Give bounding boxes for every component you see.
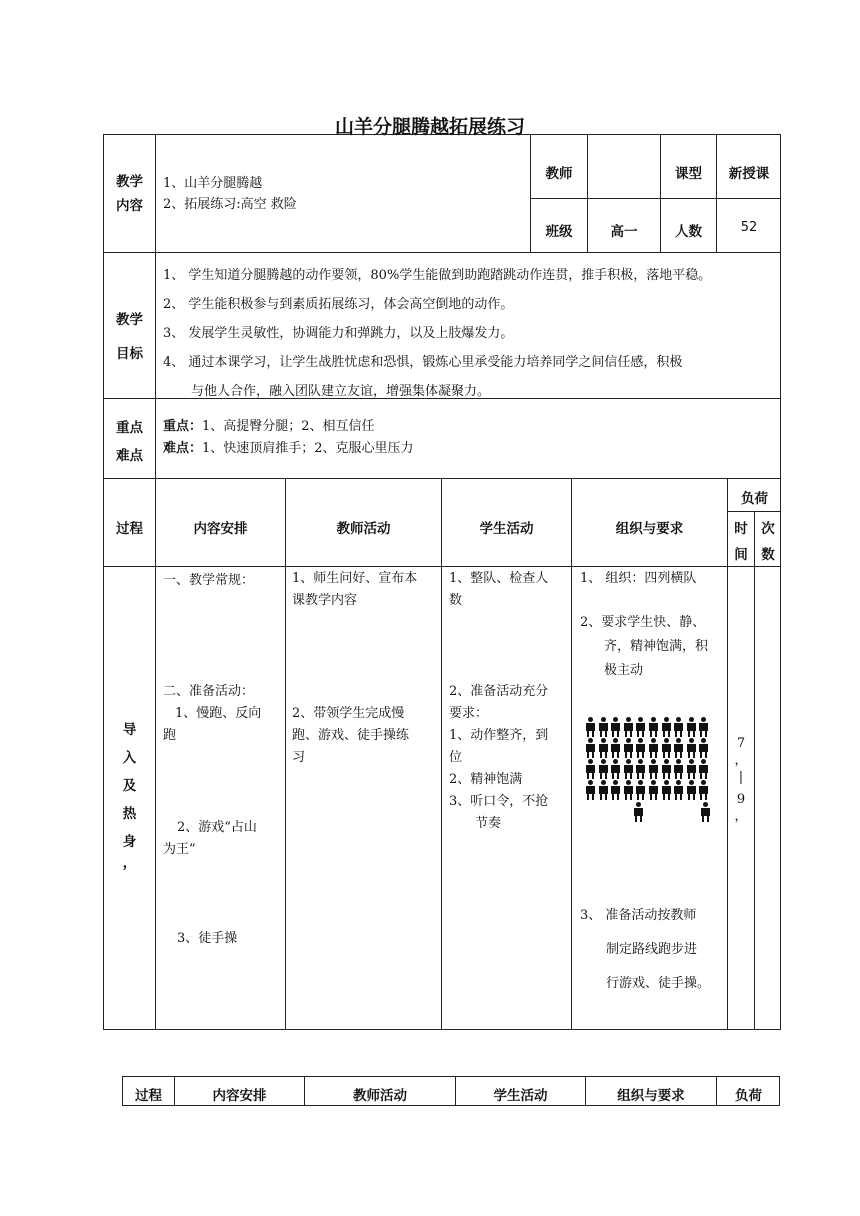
person-icon <box>599 738 608 758</box>
org-item-1: 1、 组织：四列横队 <box>580 571 697 586</box>
person-icon <box>687 759 696 779</box>
page-title: 山羊分腿腾越拓展练习 <box>334 116 525 138</box>
content-label: 教学 内容 <box>116 174 143 214</box>
student-activity-2: 2、准备活动充分 要求： 1、动作整齐，到 位 2、精神饱满 3、听口令，不抢 节奏 <box>449 684 549 831</box>
next-header-org: 组织与要求 <box>617 1088 685 1104</box>
class-value: 高一 <box>610 224 638 240</box>
content-routine: 一、教学常规： <box>163 573 255 588</box>
person-icon <box>611 759 620 779</box>
goals-label: 教学 目标 <box>116 312 143 362</box>
person-icon <box>674 738 683 758</box>
header-times: 次 数 <box>761 521 775 563</box>
header-org: 组织与要求 <box>615 521 684 537</box>
student-activity-1: 1、整队、检查人 数 <box>449 571 549 608</box>
header-teacher: 教师活动 <box>336 521 391 537</box>
person-icon <box>662 717 671 737</box>
content-game: 2、游戏“占山 为王” <box>163 820 257 857</box>
key-points-text: 重点：1、高提臀分腿；2、相互信任 难点：1、快速顶肩推手；2、克服心里压力 <box>163 419 414 456</box>
class-label: 班级 <box>545 224 573 240</box>
person-icon <box>699 780 708 800</box>
goals-list <box>163 261 711 406</box>
content-exercise: 3、徒手操 <box>177 931 238 946</box>
person-icon <box>649 717 658 737</box>
header-content: 内容安排 <box>193 521 248 537</box>
person-icon <box>624 759 633 779</box>
count-value: 52 <box>740 220 758 235</box>
content-items: 1、山羊分腿腾越 2、拓展练习:高空 救险 <box>163 176 297 212</box>
person-icon <box>634 802 643 822</box>
person-icon <box>611 717 620 737</box>
person-icon <box>649 738 658 758</box>
person-icon <box>599 717 608 737</box>
person-icon <box>662 780 671 800</box>
person-icon <box>701 802 710 822</box>
person-icon <box>699 738 708 758</box>
key-points-label: 重点 难点 <box>116 420 143 464</box>
person-icon <box>586 780 595 800</box>
next-header-teacher: 教师活动 <box>353 1088 407 1104</box>
person-icon <box>636 717 645 737</box>
header-load: 负荷 <box>741 491 768 507</box>
person-icon <box>611 738 620 758</box>
person-icon <box>636 738 645 758</box>
person-icon <box>674 717 683 737</box>
person-icon <box>599 780 608 800</box>
person-icon <box>636 759 645 779</box>
person-icon <box>636 780 645 800</box>
person-icon <box>687 738 696 758</box>
person-icon <box>674 780 683 800</box>
next-header-student: 学生活动 <box>493 1088 548 1104</box>
goal-item: 1、 学生知道分腿腾越的动作要领，80%学生能做到助跑踏跳动作连贯，推手积极，落地平稳。 <box>163 268 712 283</box>
person-icon <box>662 759 671 779</box>
person-icon <box>687 717 696 737</box>
org-item-2: 2、要求学生快、静、 齐，精神饱满，积 极主动 <box>580 615 709 678</box>
person-icon <box>649 780 658 800</box>
course-type-value: 新授课 <box>728 166 770 182</box>
time-value: 7 ， | 9 ， <box>734 736 748 824</box>
person-icon <box>624 717 633 737</box>
header-time: 时 间 <box>734 521 748 563</box>
person-icon <box>687 780 696 800</box>
person-icon <box>674 759 683 779</box>
person-icon <box>624 738 633 758</box>
person-icon <box>624 780 633 800</box>
person-icon <box>611 780 620 800</box>
teacher-label: 教师 <box>545 166 573 182</box>
next-header-load: 负荷 <box>735 1088 762 1104</box>
course-type-label: 课型 <box>675 166 702 182</box>
person-icon <box>599 759 608 779</box>
teacher-activity-1: 1、师生问好、宣布本 课教学内容 <box>292 571 418 608</box>
teacher-activity-2: 2、带领学生完成慢 跑、游戏、徒手操练 习 <box>292 706 410 765</box>
header-student: 学生活动 <box>479 521 534 537</box>
goal-item: 与他人合作，融入团队建立友谊，增强集体凝聚力。 <box>191 384 491 399</box>
formation-diagram <box>584 717 718 821</box>
header-process: 过程 <box>116 521 143 537</box>
person-icon <box>586 717 595 737</box>
person-icon <box>699 759 708 779</box>
person-icon <box>649 759 658 779</box>
person-icon <box>662 738 671 758</box>
content-jog: 1、慢跑、反向 跑 <box>163 706 262 743</box>
goal-item: 4、 通过本课学习，让学生战胜忧虑和恐惧，锻炼心里承受能力培养同学之间信任感，积极 <box>163 355 683 370</box>
person-icon <box>699 717 708 737</box>
count-label: 人数 <box>675 224 702 240</box>
person-icon <box>586 738 595 758</box>
next-header-content: 内容安排 <box>212 1088 267 1104</box>
section-process-label: 导 入 及 热 身 ， <box>122 722 137 871</box>
org-item-3: 3、 准备活动按教师 制定路线跑步进 行游戏、徒手操。 <box>580 908 711 991</box>
goal-item: 2、 学生能积极参与到素质拓展练习，体会高空倒地的动作。 <box>163 297 514 312</box>
person-icon <box>586 759 595 779</box>
content-warmup: 二、准备活动： <box>163 684 255 699</box>
next-header-process: 过程 <box>135 1088 162 1104</box>
goal-item: 3、 发展学生灵敏性，协调能力和弹跳力，以及上肢爆发力。 <box>163 326 514 341</box>
